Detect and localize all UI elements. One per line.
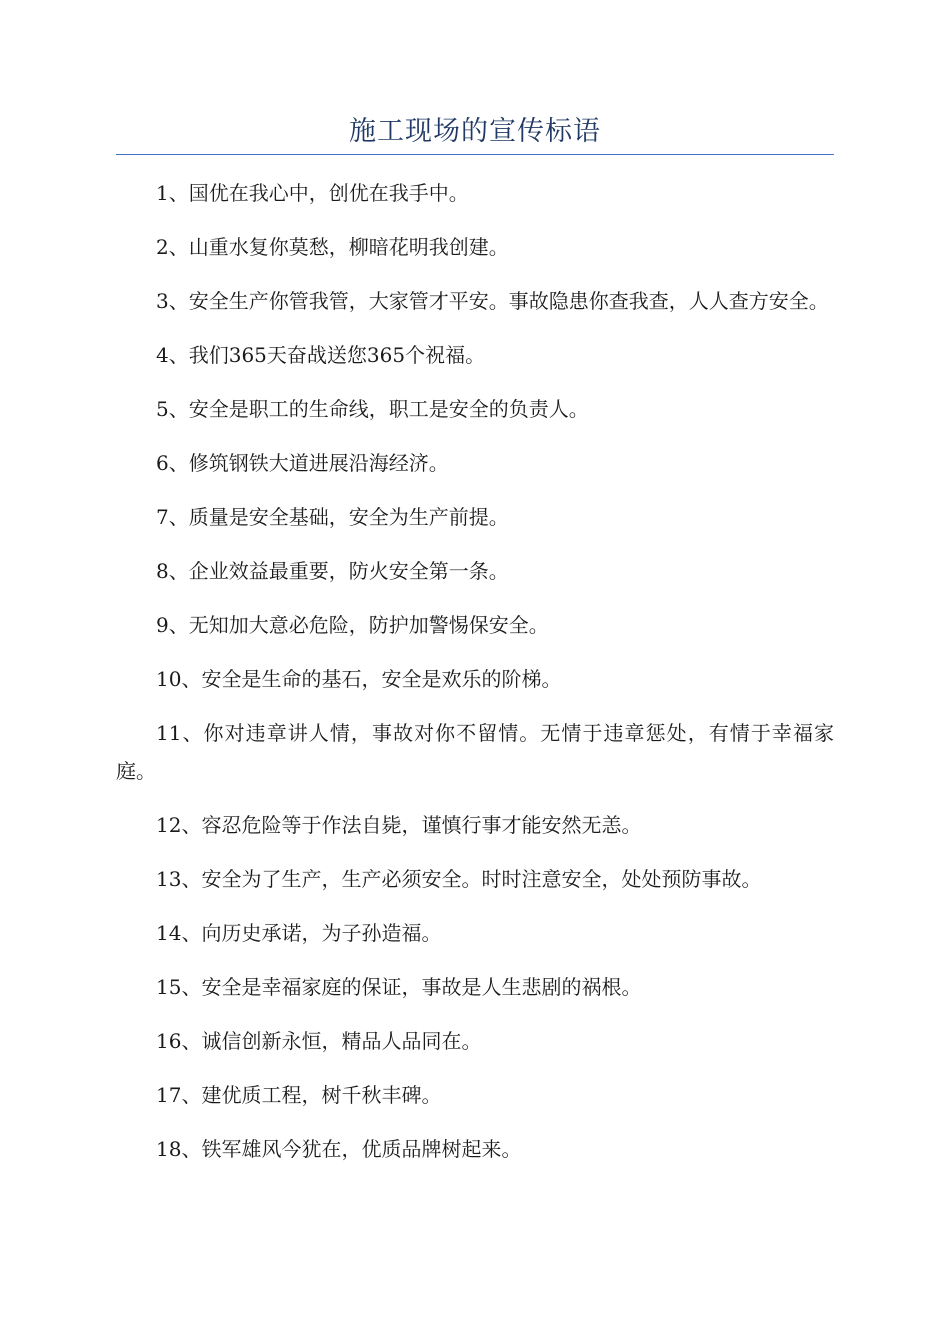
list-item: 6、修筑钢铁大道进展沿海经济。 <box>156 451 449 475</box>
slogan-list <box>116 174 834 1184</box>
list-item: 7、质量是安全基础，安全为生产前提。 <box>156 505 509 529</box>
list-item: 1、国优在我心中，创优在我手中。 <box>156 181 469 205</box>
list-item: 5、安全是职工的生命线，职工是安全的负责人。 <box>156 397 589 421</box>
list-item: 9、无知加大意必危险，防护加警惕保安全。 <box>156 613 549 637</box>
list-item: 3、安全生产你管我管，大家管才平安。事故隐患你查我查，人人查方安全。 <box>156 289 829 313</box>
list-item: 10、安全是生命的基石，安全是欢乐的阶梯。 <box>156 667 562 691</box>
list-item: 17、建优质工程，树千秋丰碑。 <box>156 1083 442 1107</box>
list-item: 8、企业效益最重要，防火安全第一条。 <box>156 559 509 583</box>
list-item: 4、我们365天奋战送您365个祝福。 <box>156 343 486 367</box>
list-item: 13、安全为了生产，生产必须安全。时时注意安全，处处预防事故。 <box>156 867 762 891</box>
list-item: 14、向历史承诺，为子孙造福。 <box>156 921 442 945</box>
list-item: 11、你对违章讲人情，事故对你不留情。无情于违章惩处，有情于幸福家庭。 <box>116 721 834 783</box>
list-item: 15、安全是幸福家庭的保证，事故是人生悲剧的祸根。 <box>156 975 642 999</box>
page-title: 施工现场的宣传标语 <box>349 116 601 147</box>
title-underline <box>116 154 834 155</box>
list-item: 16、诚信创新永恒，精品人品同在。 <box>156 1029 482 1053</box>
list-item: 18、铁军雄风今犹在，优质品牌树起来。 <box>156 1137 522 1161</box>
list-item: 2、山重水复你莫愁，柳暗花明我创建。 <box>156 235 509 259</box>
list-item: 12、容忍危险等于作法自毙，谨慎行事才能安然无恙。 <box>156 813 642 837</box>
